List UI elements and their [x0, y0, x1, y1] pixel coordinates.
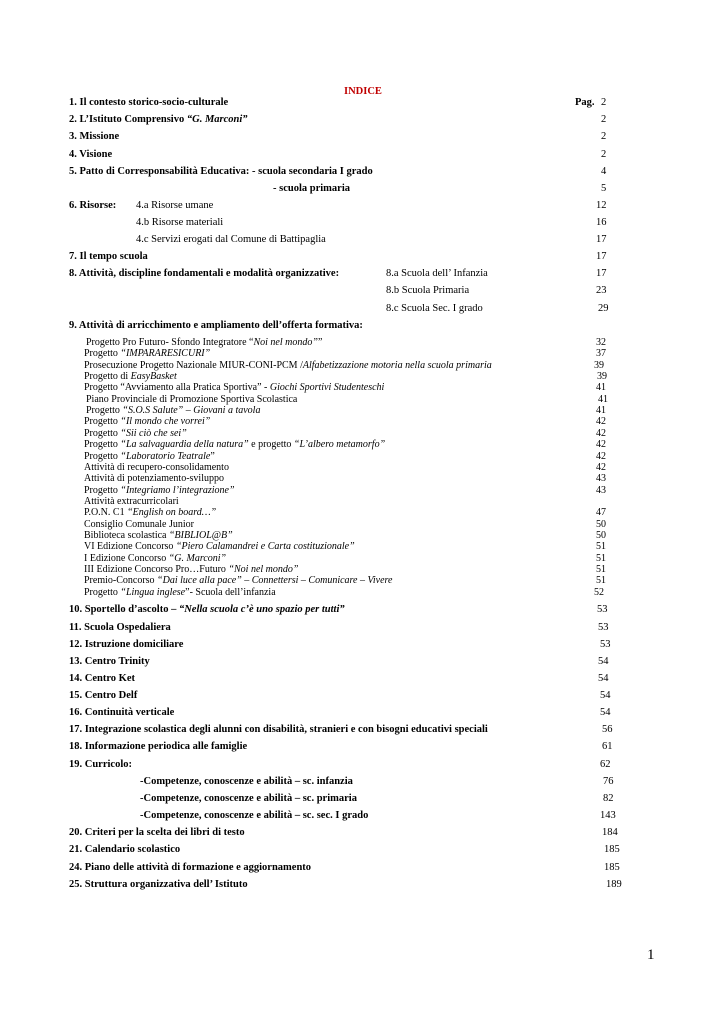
toc-entry: 21. Calendario scolastico	[69, 844, 181, 855]
toc-entry: -Competenze, conoscenze e abilità – sc. sec. I grado	[140, 810, 369, 821]
project-item: Progetto “Lingua inglese”- Scuola dell’infanzia	[84, 586, 276, 598]
toc-sub-8a: 8.a Scuola dell’ Infanzia	[386, 268, 488, 279]
toc-sub-6b: 4.b Risorse materiali	[136, 217, 224, 228]
toc-entry-7: 7. Il tempo scuola	[69, 251, 148, 262]
project-item: Attività di recupero-consolidamento	[84, 461, 229, 473]
toc-entry: 19. Curricolo:	[69, 759, 132, 770]
toc-entry: 13. Centro Trinity	[69, 656, 150, 667]
project-item: Attività extracurricolari	[84, 495, 179, 507]
project-item: VI Edizione Concorso “Piero Calamandrei e Carta costituzionale”	[84, 541, 355, 553]
project-page: 39	[597, 371, 607, 383]
project-page: 42	[596, 427, 606, 439]
toc-entry-2: 2. L’Istituto Comprensivo “G. Marconi”	[69, 114, 248, 125]
project-item: Progetto “Sii ciò che sei”	[84, 427, 187, 439]
project-item: Consiglio Comunale Junior	[84, 518, 194, 530]
toc-entry: 15. Centro Delf	[69, 690, 138, 701]
toc-entry-5b: - scuola primaria	[273, 183, 350, 194]
toc-entry-8: 8. Attività, discipline fondamentali e modalità organizzative:	[69, 268, 340, 279]
project-item: Progetto “Avviamento alla Pratica Sportiva” - Giochi Sportivi Studenteschi	[84, 382, 385, 394]
toc-entry: 17. Integrazione scolastica degli alunni con disabilità, stranieri e con bisogni educativi speciali	[69, 724, 488, 735]
toc-page-5b: 5	[601, 183, 607, 194]
toc-page: 53	[598, 622, 609, 633]
project-item: III Edizione Concorso Pro…Futuro “Noi nel mondo”	[84, 564, 299, 575]
toc-entry-5: 5. Patto di Corresponsabilità Educativa: - scuola secondaria I grado	[69, 166, 373, 177]
project-item: P.O.N. C1 “English on board…”	[84, 507, 217, 519]
project-item: Biblioteca scolastica “BIBLIOL@B”	[84, 529, 233, 541]
project-page: 47	[596, 507, 606, 519]
project-item: Prosecuzione Progetto Nazionale MIUR-CONI-PCM /Alfabetizzazione motoria nella scuola primaria	[84, 359, 492, 371]
project-page: 43	[596, 473, 606, 485]
toc-page: 143	[600, 810, 616, 821]
toc-page: 184	[602, 827, 618, 838]
project-page: 51	[596, 575, 606, 587]
toc-entry-3: 3. Missione	[69, 131, 120, 142]
project-page: 42	[596, 450, 606, 462]
toc-page-8b: 23	[596, 285, 607, 296]
toc-page: 61	[602, 741, 613, 752]
project-page: 50	[596, 518, 606, 530]
project-page: 42	[596, 416, 606, 428]
project-item: Attività di potenziamento-sviluppo	[84, 473, 224, 485]
toc-page: 82	[603, 793, 614, 804]
toc-page: 56	[602, 724, 613, 735]
project-item: Progetto “Integriamo l’integrazione”	[84, 484, 235, 496]
toc-page: 53	[600, 639, 611, 650]
toc-entry: 20. Criteri per la scelta dei libri di testo	[69, 827, 245, 838]
toc-sub-8c: 8.c Scuola Sec. I grado	[386, 303, 483, 314]
project-page: 42	[596, 439, 606, 451]
toc-page-2: 2	[601, 114, 607, 125]
toc-entry: 16. Continuità verticale	[69, 707, 175, 718]
project-item: Piano Provinciale di Promozione Sportiva Scolastica	[86, 393, 298, 405]
toc-entry: 14. Centro Ket	[69, 673, 135, 684]
project-page: 39	[594, 359, 604, 371]
project-item: Progetto “Laboratorio Teatrale”	[84, 450, 215, 462]
index-title: INDICE	[344, 86, 382, 97]
toc-page: 76	[603, 776, 614, 787]
project-item: Progetto di EasyBasket	[84, 371, 177, 383]
project-item: Progetto “La salvaguardia della natura” e progetto “L’albero metamorfo”	[84, 439, 386, 451]
project-page: 50	[596, 529, 606, 541]
toc-entry-4: 4. Visione	[69, 149, 113, 160]
toc-sub-6c: 4.c Servizi erogati dal Comune di Battipaglia	[136, 234, 326, 245]
toc-entry: -Competenze, conoscenze e abilità – sc. infanzia	[140, 776, 353, 787]
toc-page: 54	[598, 673, 609, 684]
toc-page-8c: 29	[598, 303, 609, 314]
project-item: Progetto Pro Futuro- Sfondo Integratore “Noi nel mondo””	[86, 337, 323, 348]
toc-entry-9: 9. Attività di arricchimento e ampliamento dell’offerta formativa:	[69, 320, 363, 331]
toc-sub-6a: 4.a Risorse umane	[136, 200, 214, 211]
project-item: Progetto “IMPARARESICURI”	[84, 348, 211, 360]
pag-label: Pag.	[575, 97, 595, 108]
project-item: Progetto “Il mondo che vorrei”	[84, 416, 211, 428]
project-page: 51	[596, 564, 606, 575]
project-item: Premio-Concorso “Dai luce alla pace” – Connettersi – Comunicare – Vivere	[84, 575, 393, 587]
toc-page: 53	[597, 604, 608, 615]
project-item: Progetto “S.O.S Salute” – Giovani a tavola	[86, 405, 261, 417]
toc-page-4: 2	[601, 149, 607, 160]
toc-page-1: 2	[601, 97, 607, 108]
toc-entry: 25. Struttura organizzativa dell’ Istituto	[69, 879, 248, 890]
toc-entry: -Competenze, conoscenze e abilità – sc. primaria	[140, 793, 357, 804]
toc-page: 185	[604, 862, 620, 873]
toc-page: 185	[604, 844, 620, 855]
toc-page: 54	[600, 707, 611, 718]
toc-page: 54	[600, 690, 611, 701]
toc-page: 189	[606, 879, 622, 890]
toc-entry-1: 1. Il contesto storico-socio-culturale	[69, 97, 229, 108]
toc-page: 62	[600, 759, 611, 770]
toc-sub-8b: 8.b Scuola Primaria	[386, 285, 470, 296]
project-page: 41	[596, 382, 606, 394]
project-page: 41	[598, 393, 608, 405]
toc-entry: 24. Piano delle attività di formazione e aggiornamento	[69, 862, 312, 873]
toc-page-5: 4	[601, 166, 607, 177]
project-page: 43	[596, 484, 606, 496]
toc-entry: 11. Scuola Ospedaliera	[69, 622, 171, 633]
toc-entry: 12. Istruzione domiciliare	[69, 639, 184, 650]
toc-page-3: 2	[601, 131, 607, 142]
project-page: 51	[596, 552, 606, 564]
toc-entry: 10. Sportello d’ascolto – “Nella scuola c’è uno spazio per tutti”	[69, 604, 345, 615]
toc-entry: 18. Informazione periodica alle famiglie	[69, 741, 248, 752]
project-page: 41	[596, 405, 606, 417]
project-page: 51	[596, 541, 606, 553]
project-page: 37	[596, 348, 606, 360]
project-page: 32	[596, 337, 606, 348]
toc-page-6a: 12	[596, 200, 607, 211]
toc-page: 54	[598, 656, 609, 667]
project-page: 42	[596, 461, 606, 473]
toc-page-7: 17	[596, 251, 607, 262]
toc-page-6b: 16	[596, 217, 607, 228]
toc-page-8a: 17	[596, 268, 607, 279]
page-number: 1	[647, 947, 655, 963]
toc-page-6c: 17	[596, 234, 607, 245]
project-item: I Edizione Concorso “G. Marconi”	[84, 552, 227, 564]
toc-entry-6: 6. Risorse:	[69, 200, 117, 211]
project-page: 52	[594, 586, 604, 598]
